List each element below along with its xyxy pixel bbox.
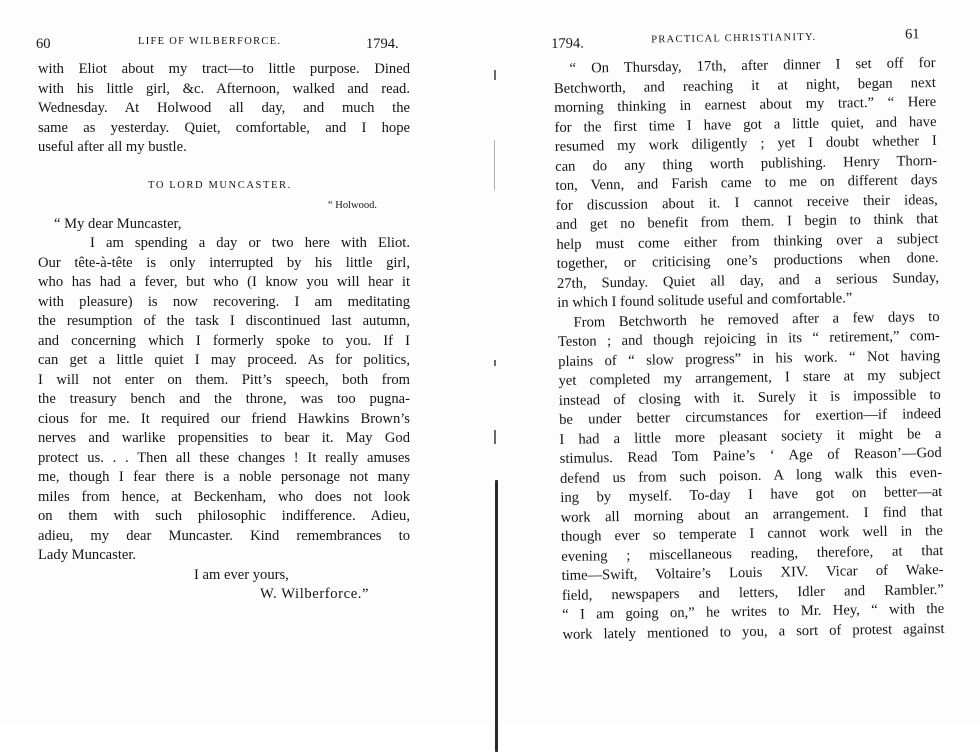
left-running-year: 1794. xyxy=(366,36,399,52)
text-line: time—Swift, Voltaire’s Louis XIV. Vicar of Wake- xyxy=(561,561,944,584)
text-line: work all morning about an arrangement. I find that xyxy=(560,503,943,526)
book-gutter xyxy=(488,60,504,700)
text-line: protect us. . . Then all these changes ! It really amuses xyxy=(38,449,410,466)
text-line: the treasury bench and the throne, was too pugna- xyxy=(38,391,410,407)
text-line: me, though I fear there is a noble personage not many xyxy=(38,469,410,485)
left-page-number: 60 xyxy=(36,36,51,52)
left-running-head xyxy=(38,30,410,52)
text-line: though ever so temperate I cannot work well in the xyxy=(560,522,944,545)
text-line: work lately mentioned to you, a sort of protest against xyxy=(562,620,945,643)
right-running-year: 1794. xyxy=(551,35,584,53)
text-line: adieu, my dear Muncaster. Kind remembrances to xyxy=(38,527,410,544)
text-line: together, or criticising one’s productions when done. xyxy=(556,249,939,272)
right-paragraph-1 xyxy=(553,54,939,313)
text-line: defend us from such poison. A long walk this even- xyxy=(559,464,943,487)
text-line: be under better circumstances for exertion—if indeed xyxy=(559,405,942,428)
text-line: useful after all my bustle. xyxy=(38,139,187,155)
text-line: evening ; miscellaneous reading, therefore, at that xyxy=(561,542,944,565)
text-line: who has had a fever, but who (I know you will hear it xyxy=(38,274,410,290)
text-line: ing by myself. To-day I have got on better—at xyxy=(560,483,943,506)
text-line: can do any thing worth publishing. Henry Thorn- xyxy=(555,152,938,175)
text-line: “ I am going on,” he writes to Mr. Hey, “ with the xyxy=(562,600,945,623)
letter-signature: W. Wilberforce.” xyxy=(260,586,370,602)
text-line: for discussion about it. I cannot receive their ideas, xyxy=(555,191,938,214)
text-line: I will not enter on them. Pitt’s speech, both from xyxy=(38,371,410,388)
letter-place: “ Holwood. xyxy=(328,199,377,211)
text-line: resumed my work diligently ; yet I doubt whether I xyxy=(554,132,937,155)
text-line: plains of “ slow progress” in his work. “ Not having xyxy=(558,347,941,370)
text-line: miles from hence, at Beckenham, who does not look xyxy=(38,488,410,505)
text-line: and concerning which I formerly spoke to you. If I xyxy=(38,332,410,349)
text-line: nerves and warlike propensities to bear it. May God xyxy=(38,430,410,446)
right-paragraph-2 xyxy=(557,307,944,644)
text-line: 27th, Sunday. Quiet all day, and a serious Sunday, xyxy=(556,269,940,292)
text-line: same as yesterday. Quiet, comfortable, and I hope xyxy=(38,119,410,136)
text-line: Lady Muncaster. xyxy=(38,547,137,563)
left-running-title: LIFE OF WILBERFORCE. xyxy=(138,36,282,47)
text-line: with Eliot about my tract—to little purpose. Dined xyxy=(38,61,410,77)
text-line: stimulus. Read Tom Paine’s ‘ Age of Reason’—God xyxy=(559,444,942,467)
text-line: in which I found solitude useful and comfortable.” xyxy=(557,290,853,311)
text-line: From Betchworth he removed after a few days to xyxy=(573,308,940,331)
text-line: on them with such philosophic indifference. Adieu, xyxy=(38,508,410,524)
text-line: I had a little more pleasant society it might be a xyxy=(559,425,942,448)
text-line: with pleasure) is now recovering. I am meditating xyxy=(38,293,410,310)
text-line: and get no benefit from them. I begin to think that xyxy=(555,210,939,233)
letter-closing: I am ever yours, xyxy=(194,566,289,583)
left-page xyxy=(38,30,410,605)
text-line: field, newspapers and letters, Idler and Rambler.” xyxy=(561,581,944,604)
letter-heading: TO LORD MUNCASTER. xyxy=(148,179,292,191)
text-line: Wednesday. At Holwood all day, and much the xyxy=(38,100,410,116)
text-line: Our tête-à-tête is only interrupted by his little girl, xyxy=(38,254,410,271)
gutter-shadow xyxy=(495,480,498,752)
text-line: ton, Venn, and Farish came to me on different days xyxy=(555,171,938,194)
text-line: Teston ; and though rejoicing in its “ retirement,” com- xyxy=(557,327,940,350)
text-line: I am spending a day or two here with Eliot. xyxy=(90,235,410,251)
text-line: for the first time I have got a little quiet, and have xyxy=(554,113,937,136)
text-line: can get a little quiet I may proceed. As for politics, xyxy=(38,352,410,368)
text-line: cious for me. It required our friend Hawkins Brown’s xyxy=(38,410,410,427)
left-paragraph-1 xyxy=(38,60,410,158)
text-line: yet completed my arrangement, I stare at my subject xyxy=(558,366,941,389)
text-line: the resumption of the task I discontinued last autumn, xyxy=(38,313,410,329)
text-line: help must come either from thinking over a subject xyxy=(556,230,939,253)
text-line: morning thinking in earnest about my tract.” “ Here xyxy=(554,93,937,116)
right-page-number: 61 xyxy=(904,26,920,43)
text-line: Betchworth, and reaching it at night, began next xyxy=(553,74,936,97)
text-line: instead of closing with it. Surely it is impossible to xyxy=(558,386,941,409)
text-line: with his little girl, &c. Afternoon, walked and read. xyxy=(38,80,410,97)
letter-body xyxy=(38,234,410,566)
letter-salutation: “ My dear Muncaster, xyxy=(54,215,182,232)
right-page xyxy=(553,24,945,645)
text-line: “ On Thursday, 17th, after dinner I set off for xyxy=(569,54,936,77)
right-running-title: PRACTICAL CHRISTIANITY. xyxy=(651,31,817,46)
